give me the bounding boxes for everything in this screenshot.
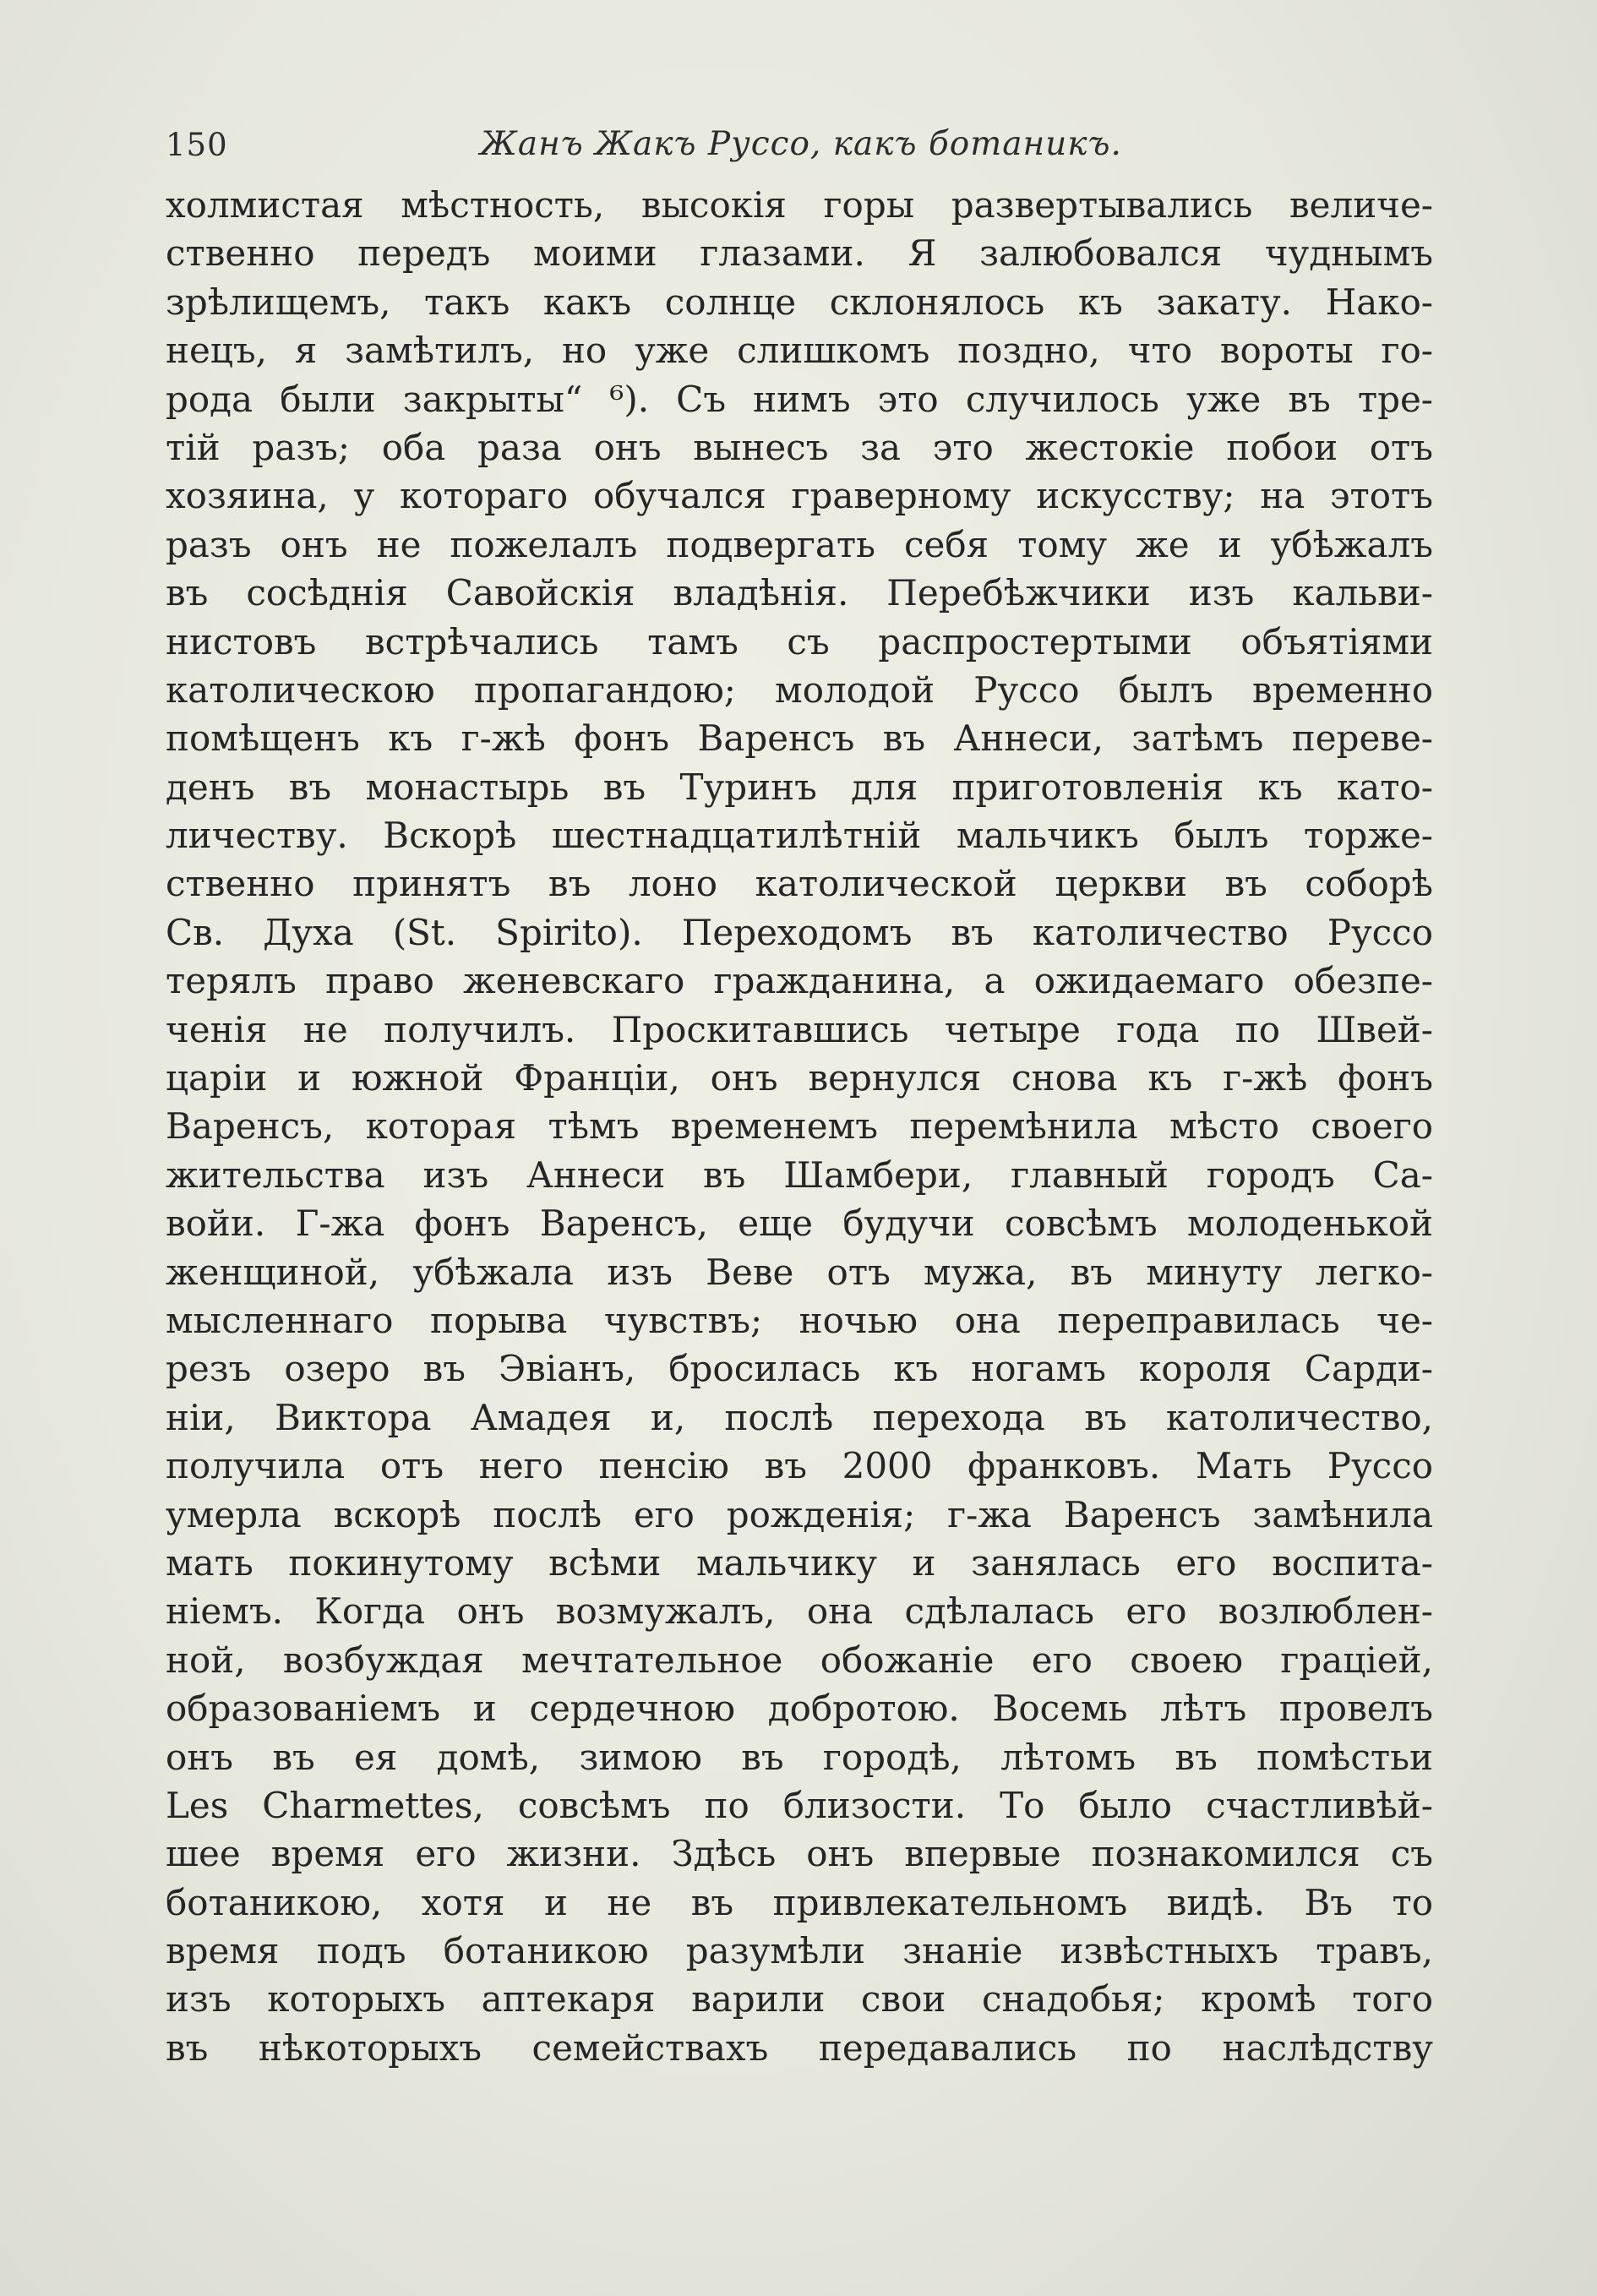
text-line: резъ озеро въ Эвіанъ, бросилась къ ногамъ короля Сарди- bbox=[166, 1348, 1433, 1390]
text-line: тій разъ; оба раза онъ вынесъ за это жестокіе побои отъ bbox=[166, 426, 1433, 468]
text-line: ніемъ. Когда онъ возмужалъ, она сдѣлалась его возлюблен- bbox=[166, 1590, 1433, 1633]
running-title: Жанъ Жакъ Руссо, какъ ботаникъ. bbox=[480, 125, 1122, 163]
text-line: образованіемъ и сердечною добротою. Восемь лѣтъ провелъ bbox=[166, 1688, 1433, 1730]
text-line: мать покинутому всѣми мальчику и занялась его воспита- bbox=[166, 1541, 1433, 1584]
text-line: рода были закрыты“ ⁶). Съ нимъ это случилось уже въ тре- bbox=[166, 378, 1433, 420]
text-line: ченія не получилъ. Проскитавшись четыре года по Швей- bbox=[166, 1008, 1433, 1050]
text-line: женщиной, убѣжала изъ Веве отъ мужа, въ минуту легко- bbox=[166, 1251, 1433, 1293]
text-line: хозяина, у котораго обучался граверному искусству; на этотъ bbox=[166, 475, 1433, 517]
body-text bbox=[166, 181, 1433, 2072]
text-line: терялъ право женевскаго гражданина, а ожидаемаго обезпе- bbox=[166, 960, 1433, 1002]
text-line: денъ въ монастырь въ Туринъ для приготовленія къ като- bbox=[166, 766, 1433, 808]
text-line: мысленнаго порыва чувствъ; ночью она переправилась че- bbox=[166, 1299, 1433, 1341]
text-line: въ нѣкоторыхъ семействахъ передавались по наслѣдству bbox=[166, 2026, 1433, 2069]
text-line: въ сосѣднія Савойскія владѣнія. Перебѣжчики изъ кальви- bbox=[166, 572, 1433, 614]
text-line: шее время его жизни. Здѣсь онъ впервые познакомился съ bbox=[166, 1833, 1433, 1875]
text-line: зрѣлищемъ, такъ какъ солнце склонялось къ закату. Нако- bbox=[166, 281, 1433, 323]
text-line: ственно принятъ въ лоно католической церкви въ соборѣ bbox=[166, 863, 1433, 905]
text-line: умерла вскорѣ послѣ его рожденія; г-жа Варенсъ замѣнила bbox=[166, 1493, 1433, 1535]
text-line: ной, возбуждая мечтательное обожаніе его своею граціей, bbox=[166, 1639, 1433, 1681]
text-line: онъ въ ея домѣ, зимою въ городѣ, лѣтомъ въ помѣстьи bbox=[166, 1736, 1433, 1778]
text-line: католическою пропагандою; молодой Руссо былъ временно bbox=[166, 668, 1433, 711]
text-line: ботаникою, хотя и не въ привлекательномъ видѣ. Въ то bbox=[166, 1881, 1433, 1923]
text-line: изъ которыхъ аптекаря варили свои снадобья; кромѣ того bbox=[166, 1978, 1433, 2021]
text-line: Варенсъ, которая тѣмъ временемъ перемѣнила мѣсто своего bbox=[166, 1105, 1433, 1148]
text-line: помѣщенъ къ г-жѣ фонъ Варенсъ въ Аннеси, затѣмъ переве- bbox=[166, 717, 1433, 760]
text-line: нистовъ встрѣчались тамъ съ распростертыми объятіями bbox=[166, 620, 1433, 663]
text-line: холмистая мѣстность, высокія горы развертывались величе- bbox=[166, 184, 1433, 226]
text-line: царіи и южной Франціи, онъ вернулся снова къ г-жѣ фонъ bbox=[166, 1057, 1433, 1099]
text-line: получила отъ него пенсію въ 2000 франковъ. Мать Руссо bbox=[166, 1445, 1433, 1487]
text-line: жительства изъ Аннеси въ Шамбери, главный городъ Са- bbox=[166, 1153, 1433, 1196]
text-line: войи. Г-жа фонъ Варенсъ, еще будучи совсѣмъ молоденькой bbox=[166, 1203, 1433, 1245]
text-line: Св. Духа (St. Spirito). Переходомъ въ католичество Руссо bbox=[166, 911, 1433, 953]
text-line: разъ онъ не пожелалъ подвергать себя тому же и убѣжалъ bbox=[166, 523, 1433, 565]
page-header bbox=[166, 118, 1420, 172]
page-number: 150 bbox=[166, 127, 228, 163]
text-line: ственно передъ моими глазами. Я залюбовался чуднымъ bbox=[166, 232, 1433, 275]
text-line: нецъ, я замѣтилъ, но уже слишкомъ поздно, что вороты го- bbox=[166, 330, 1433, 372]
text-line: Les Charmettes, совсѣмъ по близости. То было счастливѣй- bbox=[166, 1784, 1433, 1826]
text-line: ніи, Виктора Амадея и, послѣ перехода въ католичество, bbox=[166, 1396, 1433, 1438]
text-line: личеству. Вскорѣ шестнадцатилѣтній мальчикъ былъ торже- bbox=[166, 815, 1433, 857]
text-line: время подъ ботаникою разумѣли знаніе извѣстныхъ травъ, bbox=[166, 1930, 1433, 1972]
